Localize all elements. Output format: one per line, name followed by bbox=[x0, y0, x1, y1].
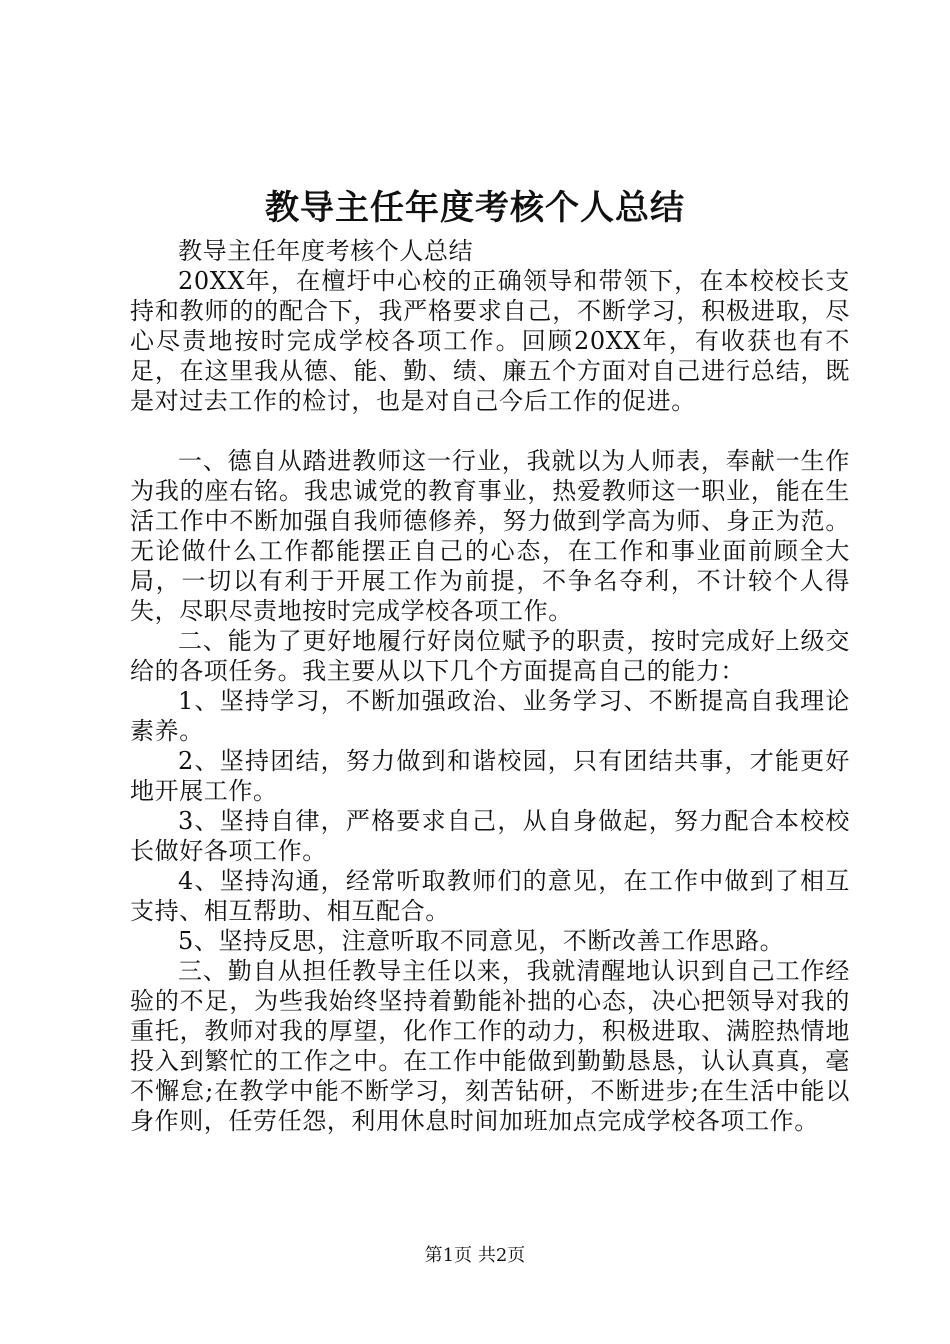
paragraph-ability: 二、能为了更好地履行好岗位赋予的职责，按时完成好上级交给的各项任务。我主要从以下几个方面提高自己的能力： bbox=[130, 627, 850, 685]
paragraph-diligence: 三、勤自从担任教导主任以来，我就清醒地认识到自己工作经验的不足，为些我始终坚持着勤能补拙的心态，决心把领导对我的重托，教师对我的厚望，化作工作的动力，积极进取、满腔热情地投入到繁忙的工作之中。在工作中能做到勤勤恳恳，认认真真，毫不懈怠;在教学中能不断学习，刻苦钻研，不断进步;在生活中能以身作则，任劳任怨，利用休息时间加班加点完成学校各项工作。 bbox=[130, 957, 850, 1135]
list-item-3: 3、坚持自律，严格要求自己，从自身做起，努力配合本校校长做好各项工作。 bbox=[130, 807, 850, 865]
list-item-1: 1、坚持学习，不断加强政治、业务学习、不断提高自我理论素养。 bbox=[130, 687, 850, 745]
paragraph-virtue: 一、德自从踏进教师这一行业，我就以为人师表，奉献一生作为我的座右铭。我忠诚党的教育事业，热爱教师这一职业，能在生活工作中不断加强自我师德修养，努力做到学高为师、身正为范。无论做什么工作都能摆正自己的心态，在工作和事业面前顾全大局，一切以有利于开展工作为前提，不争名夺利，不计较个人得失，尽职尽责地按时完成学校各项工作。 bbox=[130, 447, 850, 625]
paragraph-subtitle: 教导主任年度考核个人总结 bbox=[178, 237, 474, 265]
page-number: 第1页 共2页 bbox=[424, 1245, 526, 1266]
paragraph-intro: 20XX年，在檀圩中心校的正确领导和带领下，在本校校长支持和教师的的配合下，我严格要求自己，不断学习，积极进取，尽心尽责地按时完成学校各项工作。回顾20XX年，有收获也有不足，在这里我从德、能、勤、绩、廉五个方面对自己进行总结，既是对过去工作的检讨，也是对自己今后工作的促进。 bbox=[130, 267, 850, 415]
list-item-4: 4、坚持沟通，经常听取教师们的意见，在工作中做到了相互支持、相互帮助、相互配合。 bbox=[130, 867, 850, 925]
document-body bbox=[130, 236, 850, 1136]
list-item-5: 5、坚持反思，注意听取不同意见，不断改善工作思路。 bbox=[178, 927, 785, 955]
list-item-2: 2、坚持团结，努力做到和谐校园，只有团结共事，才能更好地开展工作。 bbox=[130, 747, 850, 805]
document-title: 教导主任年度考核个人总结 bbox=[265, 188, 685, 228]
